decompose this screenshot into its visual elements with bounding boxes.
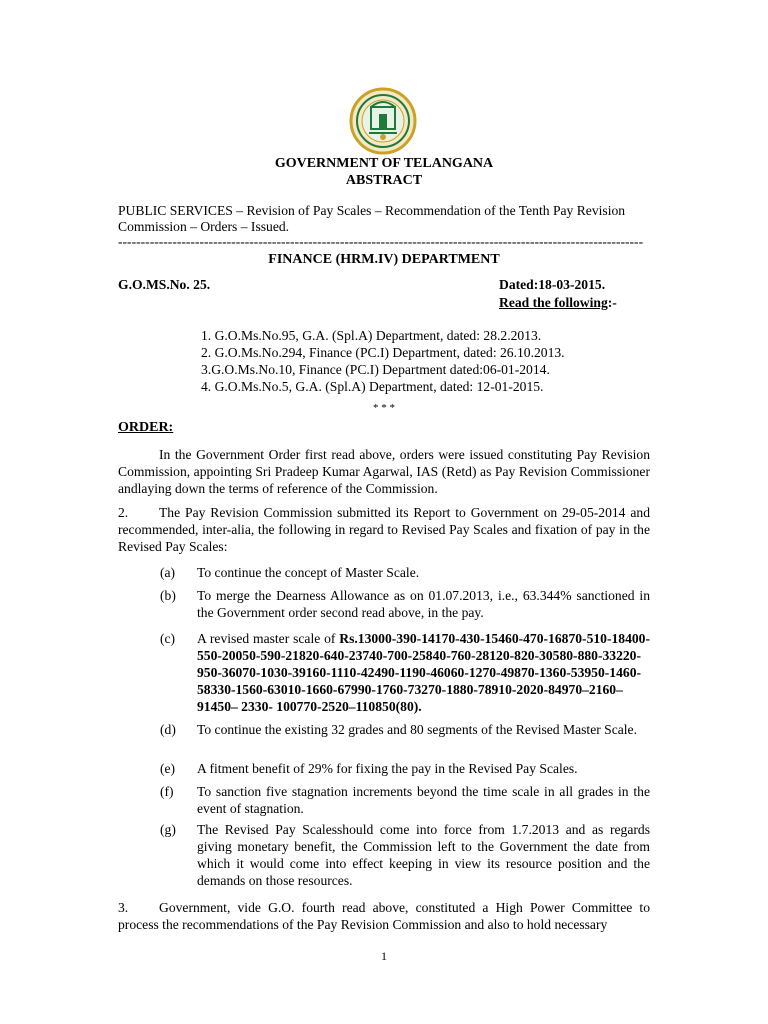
list-item-text: To merge the Dearness Allowance as on 01.07.2013, i.e., 63.344% sanctioned in the Government order second read above, in the pay. xyxy=(197,588,650,620)
paragraph-2-number: 2. xyxy=(118,505,129,520)
read-following xyxy=(499,294,617,311)
list-item-text: A fitment benefit of 29% for fixing the pay in the Revised Pay Scales. xyxy=(197,761,578,776)
telangana-emblem-icon xyxy=(349,87,417,155)
reference-item: 4. G.O.Ms.No.5, G.A. (Spl.A) Department, dated: 12-01-2015. xyxy=(201,379,544,394)
list-item-label: (a) xyxy=(160,565,176,580)
read-following-suffix: :- xyxy=(607,295,617,310)
abstract-title: ABSTRACT xyxy=(345,173,423,188)
reference-item: 2. G.O.Ms.No.294, Finance (PC.I) Department, dated: 26.10.2013. xyxy=(201,345,565,360)
reference-list xyxy=(201,327,565,395)
paragraph-3-number: 3. xyxy=(118,900,129,915)
subject-line-1: PUBLIC SERVICES – Revision of Pay Scales – Recommendation of the Tenth Pay Revision xyxy=(118,203,626,218)
master-scale-values: Rs.13000-390-14170-430-15460-470-16870-510-18400-550-20050-590-21820-640-23740-700-25840-760-28120-820-30580-880-33220-950-36070-1030-39160-1110-42490-1190-46060-1270-49870-1360-53950-1460-58330-1560-63010-1660-67990-1760-73270-1880-78910-2020-84970–2160–91450– 2330- 100770-2520–110850(80). xyxy=(197,631,650,714)
list-item-label: (c) xyxy=(160,631,176,646)
page-number: 1 xyxy=(381,949,387,963)
go-date: Dated:18-03-2015. xyxy=(499,277,606,292)
paragraph-3: Government, vide G.O. fourth read above, constituted a High Power Committee to process the recommendations of the Pay Revision Commission and also to hold necessary xyxy=(118,900,650,932)
list-item-label: (f) xyxy=(160,784,174,799)
department-title: FINANCE (HRM.IV) DEPARTMENT xyxy=(268,252,500,267)
separator: -------------------------------------------------------------------------------------------------------------------- xyxy=(118,234,644,249)
reference-item: 1. G.O.Ms.No.95, G.A. (Spl.A) Department, dated: 28.2.2013. xyxy=(201,328,542,343)
paragraph-1: In the Government Order first read above, orders were issued constituting Pay Revision Commission, appointing Sri Pradeep Kumar Agarwal, IAS (Retd) as Pay Revision Commissioner andlaying down the terms of reference of the Commission. xyxy=(118,447,650,496)
list-item-text: To continue the existing 32 grades and 80 segments of the Revised Master Scale. xyxy=(197,722,637,737)
order-heading: ORDER: xyxy=(118,420,174,435)
list-item-label: (e) xyxy=(160,761,176,776)
list-item-label: (b) xyxy=(160,588,176,603)
subject-line-2: Commission – Orders – Issued. xyxy=(118,219,290,234)
master-scale-intro: A revised master scale of xyxy=(197,631,340,646)
list-item-label: (d) xyxy=(160,722,176,737)
read-following-label: Read the following xyxy=(499,295,608,310)
paragraph-2: The Pay Revision Commission submitted its Report to Government on 29-05-2014 and recommended, inter-alia, the following in regard to Revised Pay Scales and fixation of pay in the Revised Pay Scales: xyxy=(118,505,650,554)
list-item-text: The Revised Pay Scalesshould come into force from 1.7.2013 and as regards giving monetary benefit, the Commission left to the Government the date from which it would come into effect keeping in view its resource position and the demands on those resources. xyxy=(197,822,650,888)
list-item-text: To continue the concept of Master Scale. xyxy=(197,565,420,580)
reference-item: 3.G.O.Ms.No.10, Finance (PC.I) Department dated:06-01-2014. xyxy=(201,362,550,377)
list-item-text: To sanction five stagnation increments beyond the time scale in all grades in the event of stagnation. xyxy=(197,784,650,816)
list-item-label: (g) xyxy=(160,822,176,837)
list-item-text xyxy=(197,630,650,715)
stars-divider: * * * xyxy=(373,402,395,414)
government-title: GOVERNMENT OF TELANGANA xyxy=(274,156,494,171)
go-number: G.O.MS.No. 25. xyxy=(118,277,211,292)
